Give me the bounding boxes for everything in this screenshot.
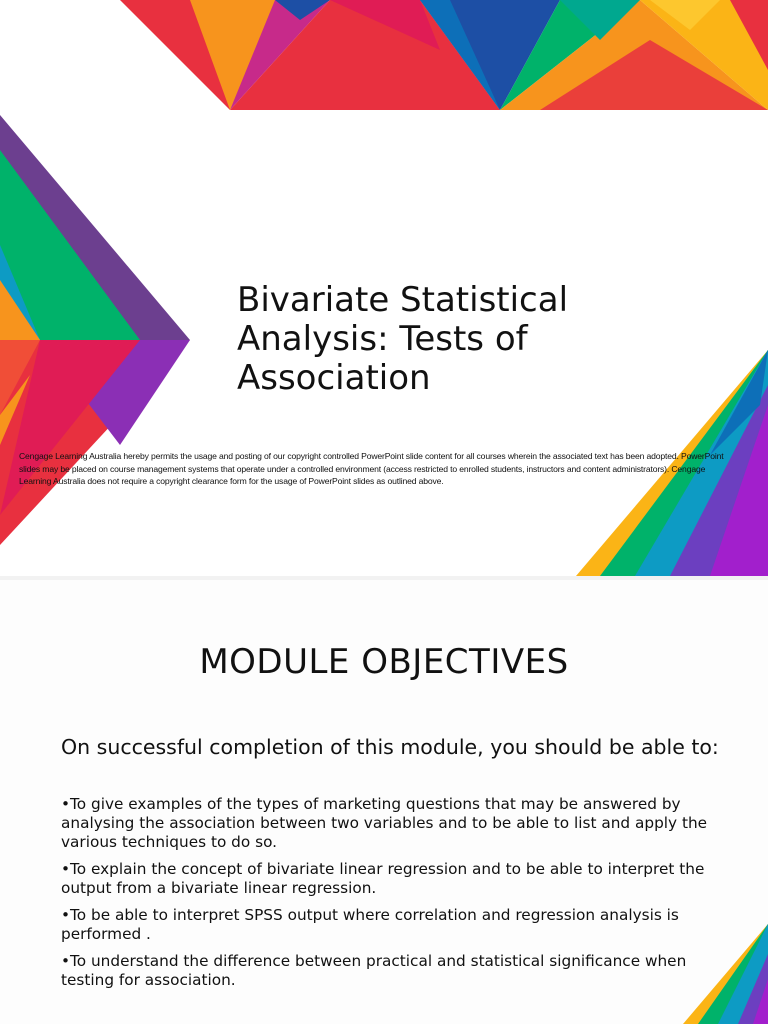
list-item: •To be able to interpret SPSS output where correlation and regression analysis is performed . <box>61 906 679 943</box>
list-item: •To give examples of the types of marketing questions that may be answered by analysing the association between two variables and to be able to list and apply the various techniques to do so. <box>61 795 708 851</box>
corner-geometric-decoration <box>678 924 768 1024</box>
list-item: •To explain the concept of bivariate linear regression and to be able to interpret the output from a bivariate linear regression. <box>61 860 705 897</box>
section-heading: MODULE OBJECTIVES <box>199 642 569 682</box>
intro-text: On successful completion of this module, you should be able to: <box>61 735 719 759</box>
copyright-disclaimer: Cengage Learning Australia hereby permits the usage and posting of our copyright controlled PowerPoint slide content for all courses wherein the associated text has been adopted. PowerPoint slides may be placed on course management systems that operate under a controlled environment (access restricted to enrolled students, instructors and content administrators). Cengage Learning Australia does not require a copyright clearance form for the usage of PowerPoint slides as outlined above. <box>19 451 724 486</box>
objectives-list <box>61 795 721 998</box>
objectives-slide <box>0 580 768 1024</box>
top-geometric-decoration <box>0 0 768 112</box>
presentation-title: Bivariate Statistical Analysis: Tests of Association <box>237 280 569 398</box>
list-item: •To understand the difference between practical and statistical significance when testing for association. <box>61 952 687 989</box>
